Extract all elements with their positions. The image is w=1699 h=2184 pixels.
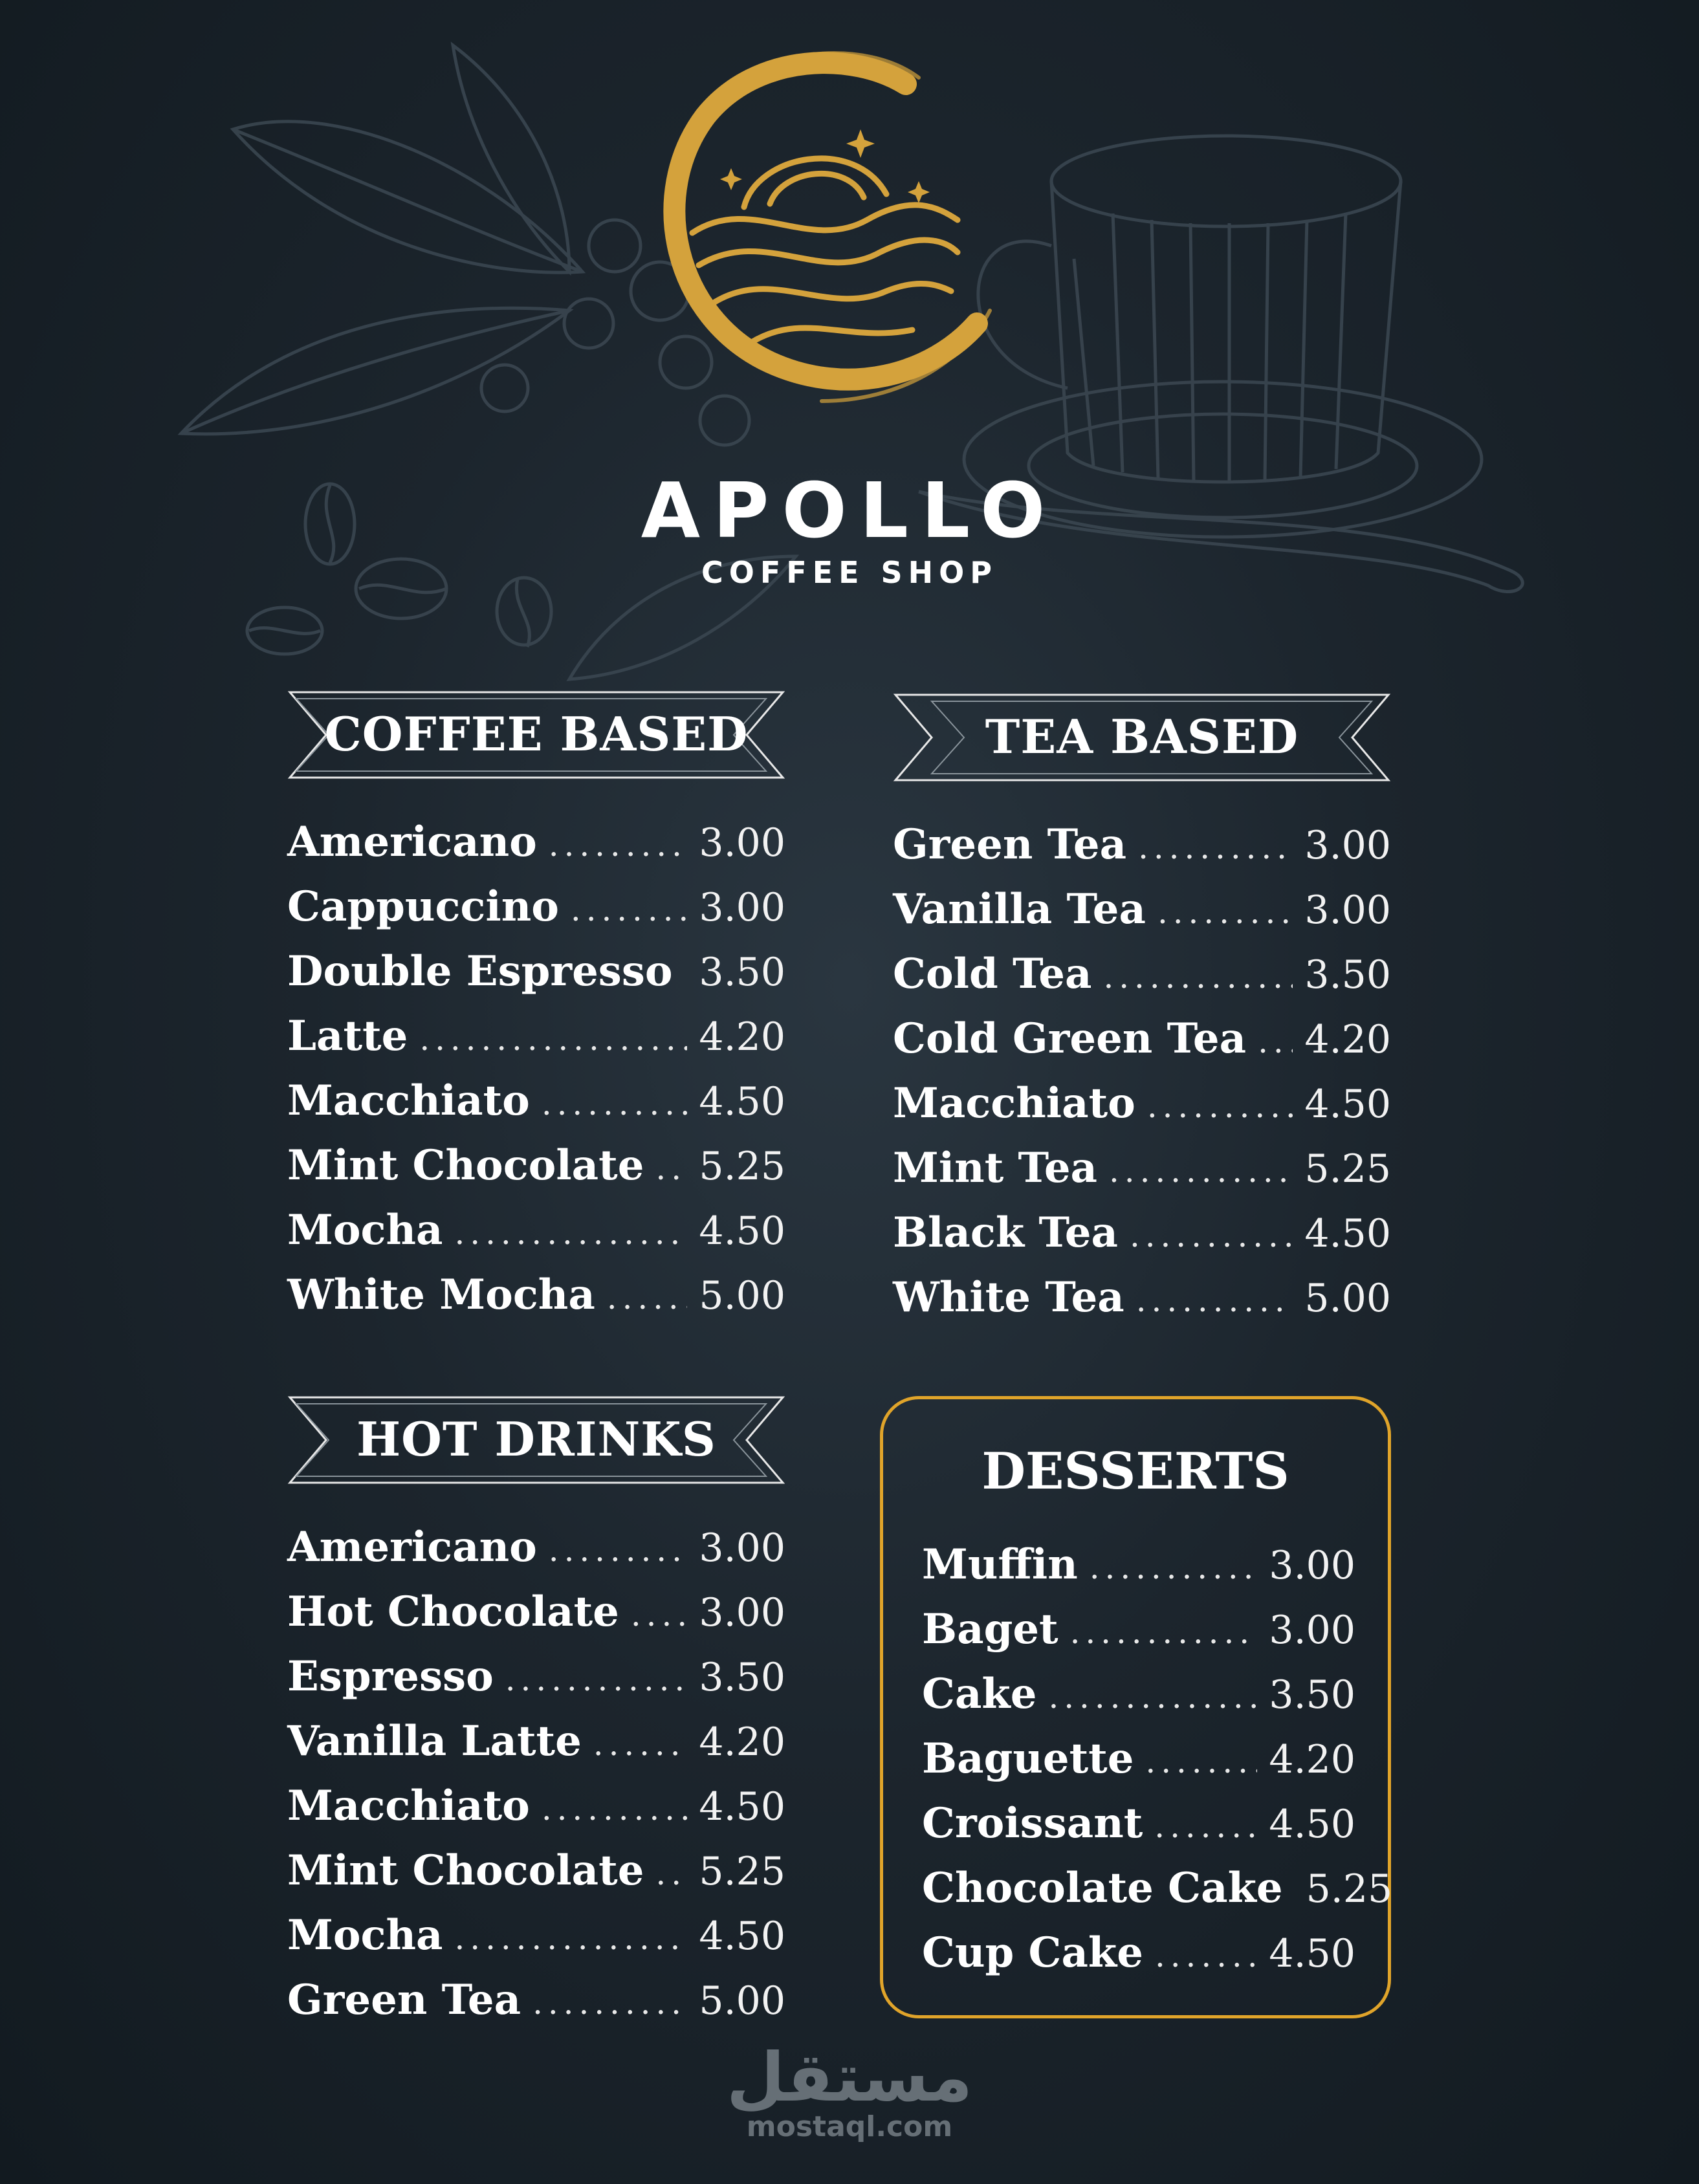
list-item xyxy=(922,1864,1393,1922)
leader-dots xyxy=(685,956,688,993)
item-price: 4.50 xyxy=(1304,1211,1391,1256)
brand-name: APOLLO xyxy=(641,466,1058,555)
list-item xyxy=(287,1652,785,1710)
leader-dots xyxy=(455,1214,688,1252)
list-item xyxy=(287,1911,785,1969)
desserts-title: DESSERTS xyxy=(981,1442,1289,1501)
leader-dots xyxy=(549,826,688,864)
item-name: Mint Chocolate xyxy=(287,1141,644,1190)
list-item xyxy=(922,1799,1355,1857)
item-name: Americano xyxy=(287,1523,537,1571)
list-item xyxy=(287,818,785,876)
tea-banner xyxy=(893,692,1391,783)
item-price: 5.25 xyxy=(1306,1866,1393,1912)
item-price: 3.00 xyxy=(699,820,785,866)
item-name: Mocha xyxy=(287,1206,443,1254)
leader-dots xyxy=(1136,1282,1293,1319)
leader-dots xyxy=(1070,1613,1258,1651)
leader-dots xyxy=(549,1531,688,1569)
item-price: 5.00 xyxy=(699,1978,785,2024)
leader-dots xyxy=(1154,1807,1257,1845)
item-price: 3.00 xyxy=(1269,1543,1355,1588)
item-price: 4.50 xyxy=(699,1914,785,1959)
leader-dots xyxy=(1103,958,1293,996)
item-name: Mint Tea xyxy=(893,1144,1097,1192)
hot-drinks-title: HOT DRINKS xyxy=(356,1412,716,1467)
item-price: 3.00 xyxy=(699,1525,785,1571)
list-item xyxy=(922,1605,1355,1663)
item-price: 5.25 xyxy=(699,1849,785,1894)
watermark-arabic: مستقل xyxy=(726,2038,973,2117)
item-price: 4.50 xyxy=(1304,1082,1391,1127)
item-name: Mocha xyxy=(287,1911,443,1960)
item-price: 5.00 xyxy=(1304,1276,1391,1321)
item-price: 3.50 xyxy=(699,950,785,995)
item-price: 3.00 xyxy=(1304,823,1391,868)
item-name: Baget xyxy=(922,1605,1058,1654)
item-name: Baguette xyxy=(922,1734,1134,1783)
leader-dots xyxy=(631,1596,688,1633)
tea-title: TEA BASED xyxy=(985,709,1299,764)
list-item xyxy=(287,1588,785,1646)
leader-dots xyxy=(1147,1087,1293,1125)
list-item xyxy=(287,1717,785,1775)
item-name: Muffin xyxy=(922,1540,1078,1589)
item-name: Vanilla Latte xyxy=(287,1717,582,1765)
item-name: Latte xyxy=(287,1012,408,1060)
item-name: Cold Green Tea xyxy=(893,1014,1247,1063)
item-name: Cappuccino xyxy=(287,882,559,931)
leader-dots xyxy=(542,1790,688,1828)
item-name: Black Tea xyxy=(893,1208,1118,1257)
tea-section xyxy=(893,692,1391,1326)
item-price: 4.20 xyxy=(699,1014,785,1060)
leader-dots xyxy=(655,1855,687,1892)
leader-dots xyxy=(1145,1743,1257,1780)
leader-dots xyxy=(455,1919,688,1957)
item-price: 3.00 xyxy=(699,1590,785,1635)
list-item xyxy=(893,885,1391,943)
item-price: 4.20 xyxy=(1304,1017,1391,1062)
list-item xyxy=(287,1976,785,2034)
leader-dots xyxy=(1258,1023,1293,1060)
list-item xyxy=(893,820,1391,879)
item-price: 3.00 xyxy=(1269,1608,1355,1653)
item-name: White Tea xyxy=(893,1273,1124,1322)
list-item xyxy=(287,882,785,941)
list-item xyxy=(922,1928,1355,1987)
item-name: Macchiato xyxy=(287,1076,530,1125)
list-item xyxy=(287,1846,785,1905)
list-item xyxy=(893,1273,1391,1331)
list-item xyxy=(287,1782,785,1840)
hot-drinks-banner xyxy=(287,1395,785,1485)
item-name: Cake xyxy=(922,1670,1037,1718)
item-name: Croissant xyxy=(922,1799,1143,1848)
item-price: 3.50 xyxy=(699,1655,785,1700)
item-name: Hot Chocolate xyxy=(287,1588,619,1636)
item-name: Chocolate Cake xyxy=(922,1864,1283,1912)
item-price: 4.50 xyxy=(699,1784,785,1829)
item-price: 4.50 xyxy=(699,1208,785,1254)
list-item xyxy=(893,1208,1391,1267)
leader-dots xyxy=(1155,1937,1257,1974)
item-price: 5.00 xyxy=(699,1273,785,1318)
item-name: White Mocha xyxy=(287,1271,595,1319)
coffee-banner xyxy=(287,690,785,780)
leader-dots xyxy=(1130,1217,1293,1254)
leader-dots xyxy=(532,1984,687,2022)
desserts-section xyxy=(880,1396,1391,2018)
item-price: 5.25 xyxy=(1304,1146,1391,1192)
apollo-logo-icon xyxy=(641,39,1003,420)
list-item xyxy=(287,1076,785,1135)
list-item xyxy=(287,1141,785,1199)
item-name: Vanilla Tea xyxy=(893,885,1146,934)
list-item xyxy=(893,1144,1391,1202)
item-name: Espresso xyxy=(287,1652,494,1701)
list-item xyxy=(287,947,785,1005)
list-item xyxy=(287,1012,785,1070)
leader-dots xyxy=(505,1661,688,1698)
leader-dots xyxy=(1157,893,1293,931)
leader-dots xyxy=(607,1279,688,1316)
item-price: 3.50 xyxy=(1304,952,1391,998)
list-item xyxy=(893,1079,1391,1137)
leader-dots xyxy=(542,1085,688,1122)
item-name: Mint Chocolate xyxy=(287,1846,644,1895)
list-item xyxy=(922,1670,1355,1728)
list-item xyxy=(893,1014,1391,1073)
leader-dots xyxy=(1048,1678,1257,1716)
coffee-title: COFFEE BASED xyxy=(324,706,749,761)
leader-dots xyxy=(1138,829,1293,866)
leader-dots xyxy=(1090,1549,1258,1586)
list-item xyxy=(287,1206,785,1264)
brand-subtitle: COFFEE SHOP xyxy=(701,555,998,590)
item-name: Cold Tea xyxy=(893,950,1092,998)
item-name: Green Tea xyxy=(893,820,1127,869)
list-item xyxy=(893,950,1391,1008)
list-item xyxy=(287,1271,785,1329)
leader-dots xyxy=(571,891,688,928)
item-name: Macchiato xyxy=(287,1782,530,1830)
leader-dots xyxy=(655,1150,687,1187)
item-name: Macchiato xyxy=(893,1079,1135,1128)
item-price: 4.20 xyxy=(1269,1737,1355,1782)
item-price: 5.25 xyxy=(699,1144,785,1189)
item-price: 4.50 xyxy=(1269,1802,1355,1847)
coffee-section xyxy=(287,690,785,1324)
item-price: 4.20 xyxy=(699,1720,785,1765)
item-name: Double Espresso xyxy=(287,947,673,996)
item-name: Cup Cake xyxy=(922,1928,1143,1977)
leader-dots xyxy=(593,1725,688,1763)
list-item xyxy=(922,1540,1355,1599)
list-item xyxy=(922,1734,1355,1793)
watermark-url: mostaql.com xyxy=(746,2110,953,2143)
list-item xyxy=(287,1523,785,1581)
item-price: 4.50 xyxy=(699,1079,785,1124)
item-price: 3.00 xyxy=(699,885,785,930)
item-price: 3.00 xyxy=(1304,888,1391,933)
item-name: Green Tea xyxy=(287,1976,521,2024)
hot-drinks-section xyxy=(287,1395,785,2029)
item-price: 4.50 xyxy=(1269,1931,1355,1976)
leader-dots xyxy=(419,1020,687,1058)
item-price: 3.50 xyxy=(1269,1672,1355,1718)
item-name: Americano xyxy=(287,818,537,866)
leader-dots xyxy=(1109,1152,1293,1190)
